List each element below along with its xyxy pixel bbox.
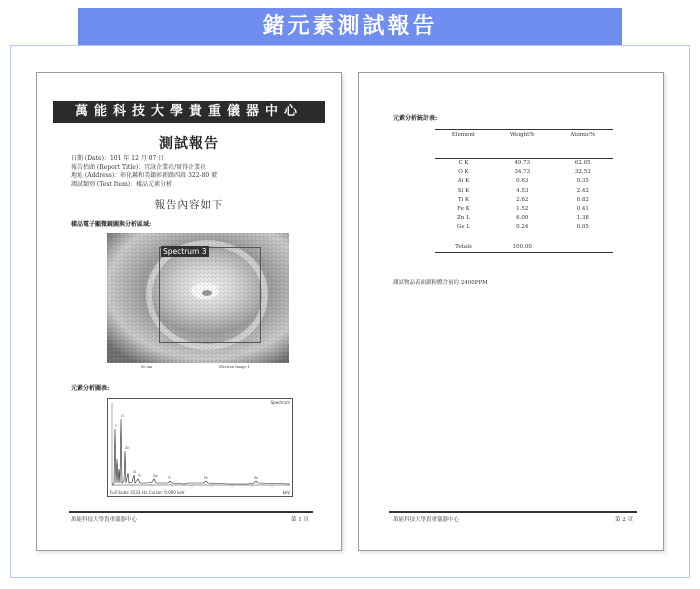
cell: 62.05 [574, 160, 591, 167]
table-row [435, 195, 613, 204]
cell: Si K [457, 187, 470, 194]
cell: 6.00 [516, 215, 529, 222]
col-weight: Weight% [492, 130, 553, 159]
col-element: Element [435, 130, 492, 159]
cell: 34.73 [514, 169, 531, 176]
table-row [435, 214, 613, 223]
totals-label: Totals [435, 232, 492, 252]
totals-empty [553, 232, 613, 252]
sem-image [107, 233, 289, 371]
totals-value: 100.00 [492, 232, 553, 252]
eds-caption: 元素分析圖表: [71, 385, 110, 392]
meta-test-item: 測試類別 (Test Item)：樣品元素分析 [71, 180, 173, 188]
cell: 32.53 [574, 169, 591, 176]
cell: 2.42 [576, 187, 589, 194]
cell: 0.82 [576, 196, 589, 203]
svg-text:C: C [115, 424, 118, 428]
meta-report-title: 報告抬頭 (Report Title)：宜詠企業社/實得企業社 [71, 163, 207, 171]
table-row [435, 204, 613, 213]
eds-unit: keV [282, 490, 290, 495]
table-row [435, 158, 613, 168]
svg-text:Zn: Zn [254, 476, 259, 480]
table-title: 元素分析統計表: [393, 115, 438, 122]
report-title: 測試報告 [159, 136, 219, 152]
cell: Ti K [457, 196, 470, 203]
cell: C K [458, 160, 469, 167]
cell: O K [458, 169, 469, 176]
svg-text:Zn: Zn [125, 446, 130, 450]
cell: Al K [457, 178, 470, 185]
footer-page-number: 第 2 頁 [615, 517, 633, 523]
report-page-1 [36, 72, 342, 551]
table-row [435, 186, 613, 195]
report-subheading: 報告內容如下 [154, 199, 224, 211]
footer-page-number: 第 1 頁 [291, 517, 309, 523]
svg-text:Fe: Fe [204, 476, 208, 480]
scale-left: 80 um [141, 365, 153, 369]
cell: 0.63 [516, 178, 529, 185]
banner-title: 鍺元素測試報告 [78, 8, 622, 46]
cell: 4.53 [516, 187, 529, 194]
cell: 0.35 [576, 178, 589, 185]
spectrum-label: Spectrum 3 [163, 247, 207, 256]
scale-right: Electron Image 1 [219, 365, 250, 369]
svg-text:Ge: Ge [153, 474, 158, 478]
result-note: 測試物品表面鍺粉體含量約 2400PPM [393, 280, 488, 286]
col-atomic: Atomic% [553, 130, 613, 159]
cell: 49.73 [514, 160, 531, 167]
cell: 0.24 [516, 224, 529, 231]
cell: 0.05 [576, 224, 589, 231]
footer-center-name: 萬能科技大學貴重儀器中心 [393, 517, 460, 523]
sem-caption: 樣品電子顯微鏡圖與分析區域: [71, 221, 152, 228]
center-header-bar: 萬能科技大學貴重儀器中心 [53, 101, 325, 123]
element-table [435, 129, 613, 253]
svg-text:O: O [121, 414, 124, 418]
cell: Zn L [457, 215, 470, 222]
cell: 0.41 [576, 206, 589, 213]
eds-footer: Full Scale 3533 cts Cursor: 0.000 keV [110, 490, 185, 495]
table-row [435, 168, 613, 177]
sem-scale-bar [107, 363, 289, 371]
table-row [435, 177, 613, 186]
report-page-2 [358, 72, 664, 551]
svg-text:Ti: Ti [138, 474, 141, 478]
meta-address: 地址 (Address)：彰化縣和美鎮彰新路四段 322-80 號 [71, 172, 218, 180]
report-meta [71, 155, 217, 189]
cell: 1.52 [516, 206, 529, 213]
cell: Ge L [456, 224, 471, 231]
svg-text:Ti: Ti [168, 476, 171, 480]
analysis-region-box [159, 247, 261, 343]
cell: 2.62 [516, 196, 529, 203]
eds-spectrum-tag: Spectrum [270, 400, 290, 405]
totals-row [435, 232, 613, 252]
footer-center-name: 萬能科技大學貴重儀器中心 [71, 517, 138, 523]
footer-rule [389, 511, 637, 513]
svg-text:Si: Si [133, 470, 136, 474]
eds-spectrum [108, 399, 292, 496]
cell: Fe K [457, 206, 470, 213]
meta-date: 日期 (Date)：101 年 12 月 07 日 [71, 155, 165, 162]
cell: 1.38 [576, 215, 589, 222]
footer-rule [69, 511, 313, 513]
eds-spectrum-chart [107, 398, 293, 497]
table-row [435, 223, 613, 232]
